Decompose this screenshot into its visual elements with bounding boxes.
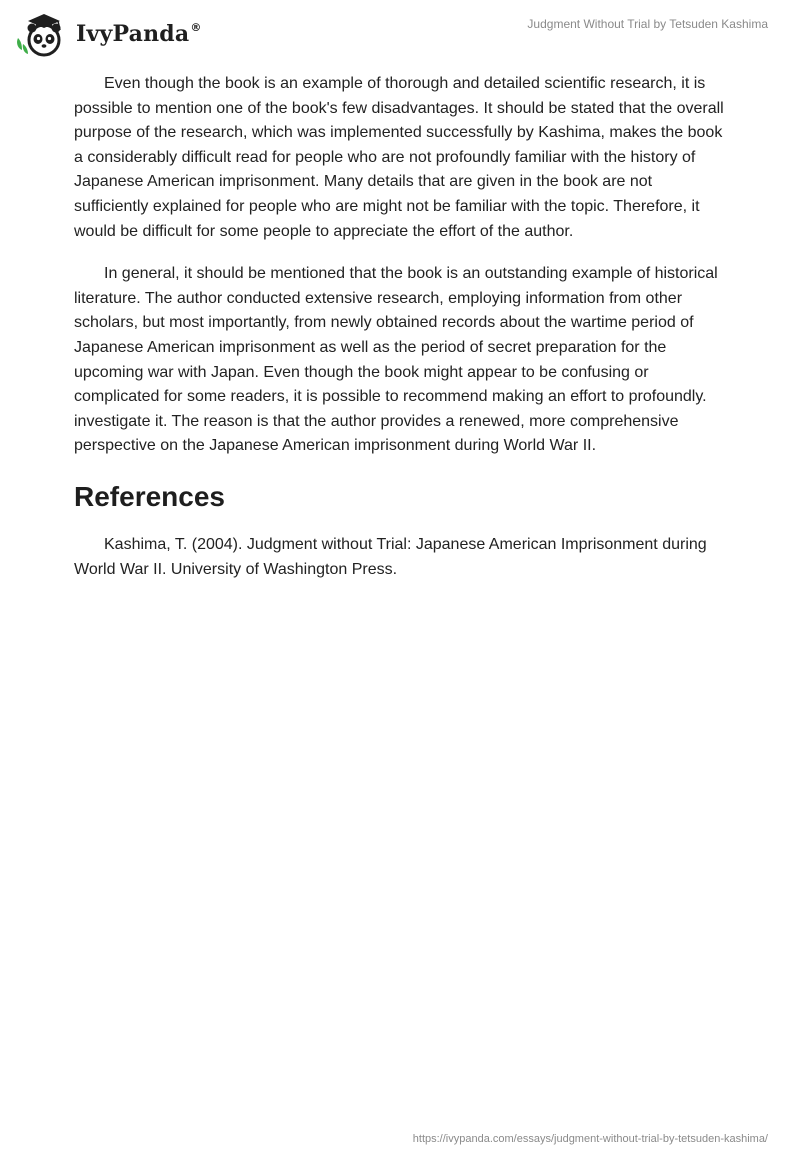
- reference-entry: Kashima, T. (2004). Judgment without Trial: Japanese American Imprisonment during World War II. University of Washington Press.: [74, 535, 707, 578]
- page-header: [0, 0, 800, 70]
- registered-mark: ®: [190, 21, 202, 34]
- body-paragraph: In general, it should be mentioned that the book is an outstanding example of historical literature. The author conducted extensive research, employing information from other scholars, but most importantly, from newly obtained records about the wartime period of Japanese American imprisonment as well as the period of secret preparation for the upcoming war with Japan. Even though the book might appear to be confusing or complicated for some readers, it is possible to recommend making an effort to profoundly. investigate it. The reason is that the author provides a renewed, more comprehensive perspective on the Japanese American imprisonment during World War II.: [74, 265, 718, 455]
- brand-name: IvyPanda®: [76, 21, 202, 47]
- brand-logo[interactable]: [14, 8, 202, 58]
- essay-body: [74, 72, 724, 600]
- references-heading: References: [74, 480, 225, 512]
- panda-graduate-icon: [14, 8, 72, 58]
- running-title: Judgment Without Trial by Tetsuden Kashima: [527, 17, 768, 31]
- source-url[interactable]: https://ivypanda.com/essays/judgment-without-trial-by-tetsuden-kashima/: [412, 1133, 768, 1145]
- body-paragraph: Even though the book is an example of thorough and detailed scientific research, it is possible to mention one of the book's few disadvantages. It should be stated that the overall purpose of the research, which was implemented successfully by Kashima, makes the book a considerably difficult read for people who are not profoundly familiar with the history of Japanese American imprisonment. Many details that are given in the book are not sufficiently explained for people who are might not be familiar with the topic. Therefore, it would be difficult for some people to appreciate the effort of the author.: [74, 75, 724, 240]
